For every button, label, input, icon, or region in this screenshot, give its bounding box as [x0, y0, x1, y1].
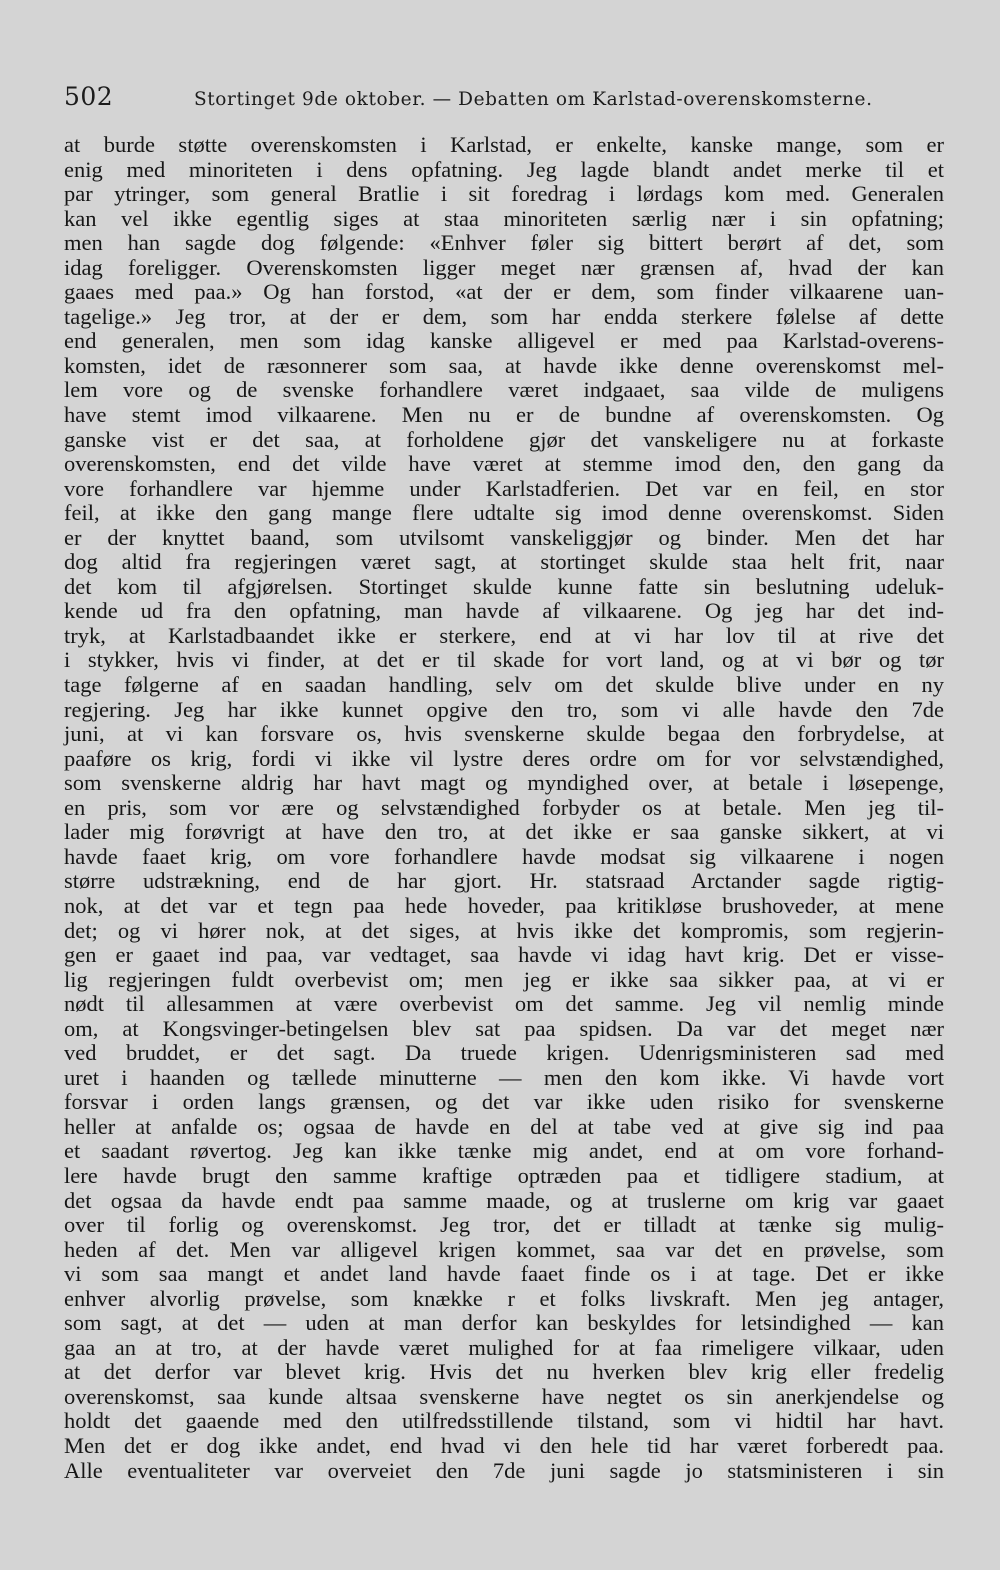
- text-line: forsvar i orden langs grænsen, og det var ikke uden risiko for svenskerne: [64, 1089, 944, 1115]
- text-line: et saadant røvertog. Jeg kan ikke tænke mig andet, end at om vore forhand-: [64, 1138, 944, 1164]
- text-line: lader mig forøvrigt at have den tro, at det ikke er saa ganske sikkert, at vi: [64, 819, 944, 845]
- text-line: ganske vist er det saa, at forholdene gjør det vanskeligere nu at forkaste: [64, 426, 944, 452]
- text-line: gen er gaaet ind paa, var vedtaget, saa havde vi idag havt krig. Det er visse-: [64, 942, 944, 968]
- text-line: par ytringer, som general Bratlie i sit foredrag i lørdags kom med. Generalen: [64, 181, 944, 207]
- text-line: enig med minoriteten i dens opfatning. Jeg lagde blandt andet merke til et: [64, 156, 944, 182]
- text-line: over til forlig og overenskomst. Jeg tror, det er tilladt at tænke sig mulig-: [64, 1212, 944, 1238]
- text-line: kan vel ikke egentlig siges at staa minoriteten særlig nær i sin opfatning;: [64, 205, 944, 231]
- text-line: som sagt, at det — uden at man derfor kan beskyldes for letsindighed — kan: [64, 1310, 944, 1336]
- text-line: vi som saa mangt et andet land havde faaet finde os i at tage. Det er ikke: [64, 1261, 944, 1287]
- text-line: Alle eventualiteter var overveiet den 7de juni sagde jo statsministeren i sin: [64, 1457, 944, 1483]
- text-line: større udstrækning, end de har gjort. Hr. statsraad Arctander sagde rigtig-: [64, 868, 944, 894]
- text-line: at burde støtte overenskomsten i Karlstad, er enkelte, kanske mange, som er: [64, 132, 944, 157]
- text-line: kende ud fra den opfatning, man havde af vilkaarene. Og jeg har det ind-: [64, 598, 944, 624]
- text-line: end generalen, men som idag kanske alligevel er med paa Karlstad-overens-: [64, 328, 944, 354]
- text-line: tage følgerne af en saadan handling, selv om det skulde blive under en ny: [64, 672, 944, 698]
- text-line: gaa an at tro, at der havde været mulighed for at faa rimeligere vilkaar, uden: [64, 1334, 944, 1360]
- text-line: men han sagde dog følgende: «Enhver føler sig bittert berørt af det, som: [64, 230, 944, 256]
- text-line: i stykker, hvis vi finder, at det er til skade for vort land, og at vi bør og tør: [64, 647, 944, 673]
- text-line: enhver alvorlig prøvelse, som knække r et folks livskraft. Men jeg antager,: [64, 1285, 944, 1311]
- text-line: gaaes med paa.» Og han forstod, «at der er dem, som finder vilkaarene uan-: [64, 279, 944, 305]
- running-head: [64, 82, 944, 118]
- text-line: det ogsaa da havde endt paa samme maade, og at truslerne om krig var gaaet: [64, 1187, 944, 1213]
- text-line: havde faaet krig, om vore forhandlere havde modsat sig vilkaarene i nogen: [64, 843, 944, 869]
- text-line: heller at anfalde os; ogsaa de havde en del at tabe ved at give sig ind paa: [64, 1113, 944, 1139]
- text-line: tryk, at Karlstadbaandet ikke er sterkere, end at vi har lov til at rive det: [64, 622, 944, 648]
- page-number: 502: [64, 82, 114, 111]
- text-line: overenskomsten, end det vilde have været at stemme imod den, den gang da: [64, 451, 944, 477]
- text-line: ved bruddet, er det sagt. Da truede krigen. Udenrigsministeren sad med: [64, 1040, 944, 1066]
- text-line: lere havde brugt den samme kraftige optræden paa et tidligere stadium, at: [64, 1162, 944, 1188]
- text-line: vore forhandlere var hjemme under Karlstadferien. Det var en feil, en stor: [64, 475, 944, 501]
- text-line: have stemt imod vilkaarene. Men nu er de bundne af overenskomsten. Og: [64, 402, 944, 428]
- text-line: idag foreligger. Overenskomsten ligger meget nær grænsen af, hvad der kan: [64, 254, 944, 280]
- text-line: om, at Kongsvinger-betingelsen blev sat paa spidsen. Da var det meget nær: [64, 1015, 944, 1041]
- text-line: komsten, idet de ræsonnerer som saa, at havde ikke denne overenskomst mel-: [64, 352, 944, 378]
- text-line: nok, at det var et tegn paa hede hoveder, paa kritikløse brushoveder, at mene: [64, 892, 944, 918]
- text-line: at det derfor var blevet krig. Hvis det nu hverken blev krig eller fredelig: [64, 1359, 944, 1385]
- running-title: Stortinget 9de oktober. — Debatten om Karlstad-overenskomsterne.: [194, 89, 873, 110]
- text-line: dog altid fra regjeringen været sagt, at stortinget skulde staa helt frit, naar: [64, 549, 944, 575]
- text-line: paaføre os krig, fordi vi ikke vil lystre deres ordre om for vor selvstændighed,: [64, 745, 944, 771]
- text-line: en pris, som vor ære og selvstændighed forbyder os at betale. Men jeg til-: [64, 794, 944, 820]
- text-line: Men det er dog ikke andet, end hvad vi den hele tid har været forberedt paa.: [64, 1432, 944, 1458]
- text-line: er der knyttet baand, som utvilsomt vanskeliggjør og binder. Men det har: [64, 524, 944, 550]
- body-text: [64, 133, 944, 1483]
- text-line: heden af det. Men var alligevel krigen kommet, saa var det en prøvelse, som: [64, 1236, 944, 1262]
- text-line: det kom til afgjørelsen. Stortinget skulde kunne fatte sin beslutning udeluk-: [64, 573, 944, 599]
- text-line: nødt til allesammen at være overbevist om det samme. Jeg vil nemlig minde: [64, 991, 944, 1017]
- text-line: holdt det gaaende med den utilfredsstillende tilstand, som vi hidtil har havt.: [64, 1408, 944, 1434]
- text-line: lig regjeringen fuldt overbevist om; men jeg er ikke saa sikker paa, at vi er: [64, 966, 944, 992]
- text-line: det; og vi hører nok, at det siges, at hvis ikke det kompromis, som regjerin-: [64, 917, 944, 943]
- text-line: som svenskerne aldrig har havt magt og myndighed over, at betale i løsepenge,: [64, 770, 944, 796]
- text-line: uret i haanden og tællede minutterne — men den kom ikke. Vi havde vort: [64, 1064, 944, 1090]
- text-line: tagelige.» Jeg tror, at der er dem, som har endda sterkere følelse af dette: [64, 303, 944, 329]
- text-line: feil, at ikke den gang mange flere udtalte sig imod denne overenskomst. Siden: [64, 500, 944, 526]
- text-line: regjering. Jeg har ikke kunnet opgive den tro, som vi alle havde den 7de: [64, 696, 944, 722]
- text-line: juni, at vi kan forsvare os, hvis svenskerne skulde begaa den forbrydelse, at: [64, 721, 944, 747]
- text-line: overenskomst, saa kunde altsaa svenskerne have negtet os sin anerkjendelse og: [64, 1383, 944, 1409]
- text-line: lem vore og de svenske forhandlere været indgaaet, saa vilde de muligens: [64, 377, 944, 403]
